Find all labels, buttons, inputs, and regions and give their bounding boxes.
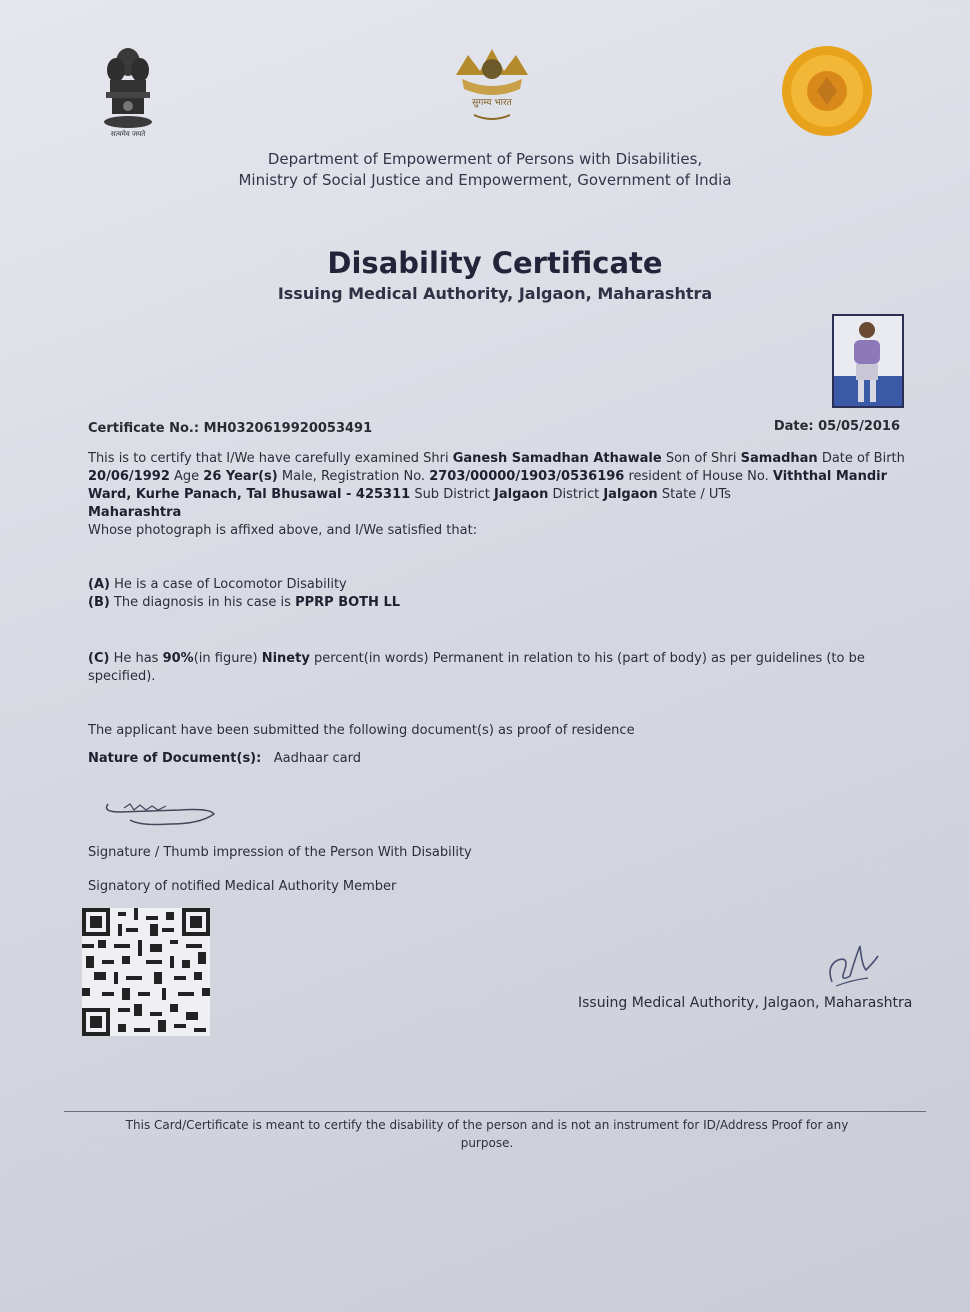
- national-emblem-icon: [96, 40, 160, 140]
- document-nature: Nature of Document(s): Aadhaar card: [88, 751, 361, 766]
- svg-text:सत्यमेव जयते: सत्यमेव जयते: [110, 130, 146, 138]
- applicant-photo: [832, 314, 904, 408]
- sugamya-logo-icon: [446, 45, 538, 125]
- state-seal-icon: [780, 44, 874, 138]
- photo-statement: Whose photograph is affixed above, and I/We satisfied that:: [88, 523, 478, 538]
- certificate-date: Date: 05/05/2016: [773, 419, 900, 434]
- item-a: (A) He is a case of Locomotor Disability: [88, 577, 347, 592]
- certificate-subtitle: Issuing Medical Authority, Jalgaon, Maharashtra: [277, 284, 713, 303]
- certification-paragraph: This is to certify that I/We have carefully examined Shri Ganesh Samadhan Athawale Son of Shri Samadhan Date of Birth 20/06/1992 Age 26 Year(s) Male, Registration No. 2703/00000/1903/0536196 resident of House No. Viththal Mandir Ward, Kurhe Panach, Tal Bhusawal - 425311 Sub District Jalgaon District Jalgaon State / UTs Maharashtra: [88, 451, 905, 520]
- certificate-title: Disability Certificate: [327, 246, 663, 280]
- item-c: (C) He has 90%(in figure) Ninety percent(in words) Permanent in relation to his (part of body) as per guidelines (to be specified).: [88, 651, 865, 684]
- qr-code: [82, 908, 210, 1036]
- authority-member-caption: Signatory of notified Medical Authority Member: [88, 879, 397, 894]
- department-line: Department of Empowerment of Persons with Disabilities,: [267, 150, 703, 168]
- footer-divider: [64, 1111, 926, 1112]
- footer-disclaimer: This Card/Certificate is meant to certify the disability of the person and is not an instrument for ID/Address Proof for any purpose.: [125, 1118, 849, 1150]
- certificate-number: Certificate No.: MH0320619920053491: [88, 421, 373, 436]
- person-signature: [100, 794, 220, 828]
- authority-signature: [822, 936, 882, 992]
- item-b: (B) The diagnosis in his case is PPRP BOTH LL: [88, 595, 401, 610]
- residence-statement: The applicant have been submitted the following document(s) as proof of residence: [88, 723, 635, 738]
- person-signature-caption: Signature / Thumb impression of the Person With Disability: [88, 845, 472, 860]
- ministry-line: Ministry of Social Justice and Empowerment, Government of India: [238, 171, 732, 189]
- issuing-authority-label: Issuing Medical Authority, Jalgaon, Maharashtra: [578, 995, 913, 1011]
- svg-text:सुगम्य भारत: सुगम्य भारत: [472, 98, 512, 108]
